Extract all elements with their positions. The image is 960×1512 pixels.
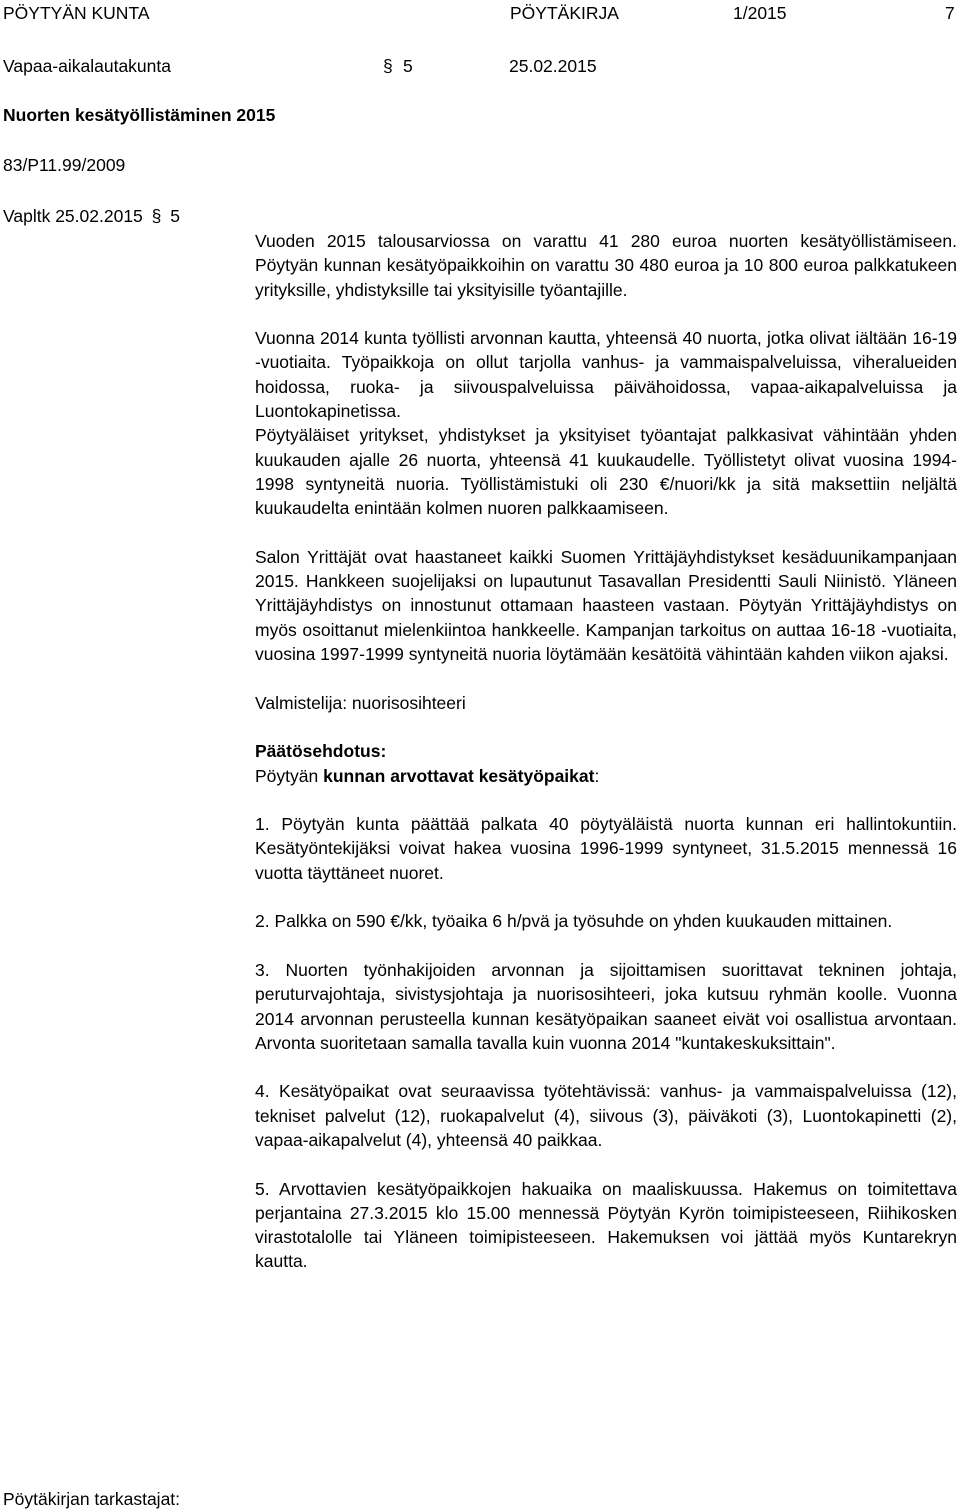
paragraph-budget: Vuoden 2015 talousarviossa on varattu 41 280 euroa nuorten kesätyöllistämiseen. Pöytyän kunnan kesätyöpaikkoihin on varattu 30 480 euroa ja 10 800 euroa palkkatukeen yrityksille, yhdistyksille tai yksityisille työantajille. — [255, 231, 957, 300]
prior-handling — [3, 206, 180, 226]
document-number: 1/2015 — [733, 3, 787, 23]
proposal-intro-bold: kunnan arvottavat kesätyöpaikat — [323, 765, 595, 786]
document-type: PÖYTÄKIRJA — [510, 3, 619, 23]
page-number: 7 — [945, 3, 955, 23]
board-name: Vapaa-aikalautakunta — [3, 56, 171, 76]
section-number: 5 — [403, 56, 413, 76]
prior-section-mark: § — [151, 206, 162, 226]
preparer-line: Valmistelija: nuorisosihteeri — [255, 692, 466, 713]
proposal-intro — [255, 764, 957, 788]
item-body — [255, 229, 957, 1274]
prior-handling-label: Vapltk 25.02.2015 — [3, 206, 143, 226]
proposal-intro-end: : — [594, 765, 600, 786]
proposal-point-1: 1. Pöytyän kunta päättää palkata 40 pöytyäläistä nuorta kunnan eri hallintokuntiin. Kesätyöntekijäksi voivat hakea vuosina 1996-1999 syntyneet, 31.5.2015 mennessä 16 vuotta täyttäneet nuoret. — [255, 814, 957, 883]
meeting-date: 25.02.2015 — [509, 56, 597, 76]
prior-section-number: 5 — [170, 206, 181, 226]
proposal-point-5: 5. Arvottavien kesätyöpaikkojen hakuaika on maaliskuussa. Hakemus on toimitettava perjantaina 27.3.2015 klo 15.00 mennessä Pöytyän Kyrön toimipisteeseen, Riihikosken virastotalolle tai Yläneen toimipisteeseen. Hakemuksen voi jättää myös Kuntarekryn kautta. — [255, 1178, 957, 1272]
proposal-heading: Päätösehdotus: — [255, 741, 387, 762]
municipality-name: PÖYTYÄN KUNTA — [3, 3, 150, 23]
proposal-point-2: 2. Palkka on 590 €/kk, työaika 6 h/pvä ja työsuhde on yhden kuukauden mittainen. — [255, 911, 893, 932]
proposal-point-3: 3. Nuorten työnhakijoiden arvonnan ja sijoittamisen suorittavat tekninen johtaja, peruturvajohtaja, sivistysjohtaja ja nuorisosihteeri, joka kutsuu ryhmän koolle. Vuonna 2014 arvonnan perusteella kunnan kesätyöpaikan saaneet eivät voi osallistua arvontaan. Arvonta suoritetaan samalla tavalla kuin vuonna 2014 "kuntakeskuksittain". — [255, 959, 957, 1053]
item-reference: 83/P11.99/2009 — [3, 155, 126, 175]
section-mark: § — [383, 56, 393, 76]
proposal-point-4: 4. Kesätyöpaikat ovat seuraavissa työtehtävissä: vanhus- ja vammaispalveluissa (12), tekniset palvelut (12), ruokapalvelut (4), siivous (3), päiväkoti (3), Luontokapinetti (2), vapaa-aikapalvelut (4), yhteensä 40 paikkaa. — [255, 1081, 957, 1150]
paragraph-summer-job-campaign: Salon Yrittäjät ovat haastaneet kaikki Suomen Yrittäjäyhdistykset kesäduunikampanjaan 2015. Hankkeen suojelijaksi on lupautunut Tasavallan Presidentti Sauli Niinistö. Yläneen Yrittäjäyhdistys on innostunut ottamaan haasteen vastaan. Pöytyän Yrittäjäyhdistys on myös osoittanut mielenkiintoa hankkeelle. Kampanjan tarkoitus on auttaa 16-18 -vuotiaita, vuosina 1997-1999 syntyneitä nuoria löytämään kesätöitä vähintään kahden viikon ajaksi. — [255, 546, 957, 665]
reviewers-label: Pöytäkirjan tarkastajat: — [3, 1489, 181, 1509]
proposal-intro-plain: Pöytyän — [255, 765, 319, 786]
paragraph-2014-employment: Vuonna 2014 kunta työllisti arvonnan kautta, yhteensä 40 nuorta, jotka olivat iältään 16-19 -vuotiaita. Työpaikkoja on ollut tarjolla vanhus- ja vammaispalveluissa, viheralueiden hoidossa, ruoka- ja siivouspalveluissa päivähoidossa, vapaa-aikapalveluissa ja Luontokapinetissa. — [255, 328, 957, 422]
item-title: Nuorten kesätyöllistäminen 2015 — [3, 105, 276, 125]
paragraph-employer-support: Pöytyäläiset yritykset, yhdistykset ja yksityiset työantajat palkkasivat vähintään yhden kuukauden ajalle 26 nuorta, yhteensä 41 kuukaudelle. Työllistetyt olivat vuosina 1994-1998 syntyneitä nuoria. Työllistämistuki oli 230 €/nuori/kk ja sitä maksettiin neljältä kuukaudelta enintään kolmen nuoren palkkaamiseen. — [255, 425, 957, 519]
